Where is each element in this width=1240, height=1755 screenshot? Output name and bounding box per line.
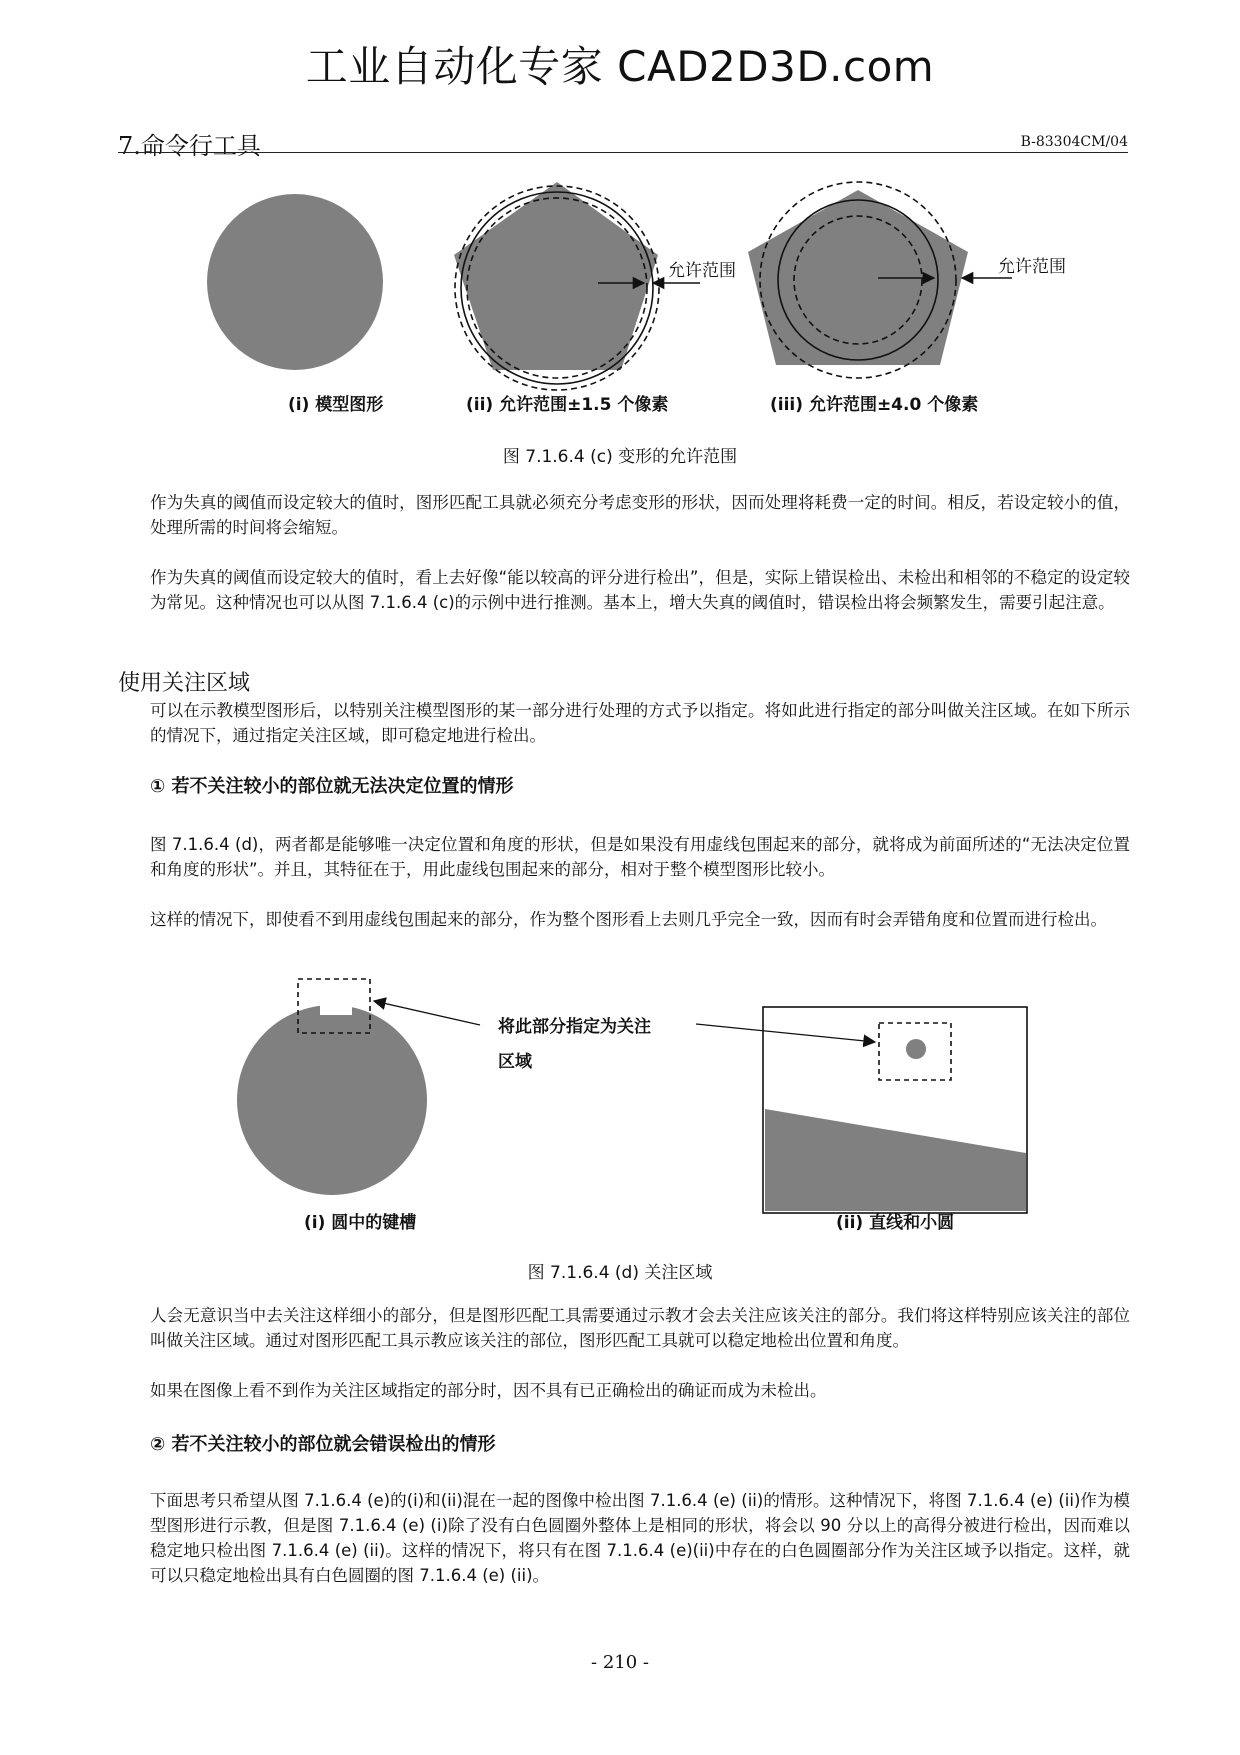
label-tolerance-4-0: (iii) 允许范围±4.0 个像素 (770, 395, 979, 415)
paragraph-1: 作为失真的阈值而设定较大的值时，图形匹配工具就必须充分考虑变形的形状，因而处理将耗费一定的时间。相反，若设定较小的值，处理所需的时间将会缩短。 (150, 493, 1130, 537)
subsection-2-paragraph: 下面思考只希望从图 7.1.6.4 (e)的(i)和(ii)混在一起的图像中检出图 7.1.6.4 (e) (ii)的情形。这种情况下，将图 7.1.6.4 (e) (ii)作为模型图形进行示教，但是图 7.1.6.4 (e) (i)除了没有白色圆圈外整体上是相同的形状，将会以 90 分以上的高得分被进行检出，因而难以稳定地只检出图 7.1.6.4 (e) (ii)。这样的情况下，将只有在图 7.1.6.4 (e)(ii)中存在的白色圆圈部分作为关注区域予以指定。这样，就可以只稳定地检出具有白色圆圈的图 7.1.6.4 (e) (ii)。 (150, 1491, 1130, 1585)
figure-d-caption: 图 7.1.6.4 (d) 关注区域 (527, 1263, 713, 1283)
subheading-2: ② 若不关注较小的部位就会错误检出的情形 (150, 1434, 496, 1455)
tolerance-figure-iii (748, 182, 1012, 378)
page-number: - 210 - (591, 1652, 649, 1673)
small-circle (906, 1039, 926, 1059)
subsection-1-paragraph-1: 图 7.1.6.4 (d)，两者都是能够唯一决定位置和角度的形状，但是如果没有用虚线包围起来的部分，就将成为前面所述的“无法决定位置和角度的形状”。并且，其特征在于，用此虚线包围起来的部分，相对于整个模型图形比较小。 (150, 835, 1130, 879)
watermark-text: 工业自动化专家 CAD2D3D.com (305, 42, 935, 91)
section-heading: 使用关注区域 (118, 671, 251, 696)
label-keyway-circle: (i) 圆中的键槽 (304, 1213, 417, 1233)
tolerance-figure-ii (454, 182, 700, 390)
header-rule (118, 152, 1128, 153)
label-tolerance-1-5: (ii) 允许范围±1.5 个像素 (466, 395, 669, 415)
label-line-small-circle: (ii) 直线和小圆 (836, 1213, 955, 1233)
paragraph-after-d-2: 如果在图像上看不到作为关注区域指定的部分时，因不具有已正确检出的确证而成为未检出。 (150, 1381, 827, 1400)
slanted-region (765, 1109, 1026, 1211)
callout-arrow-ii (696, 1024, 875, 1042)
chapter-title: 7.命令行工具 (118, 132, 261, 160)
document-code: B-83304CM/04 (1020, 134, 1128, 150)
section-intro: 可以在示教模型图形后，以特别关注模型图形的某一部分进行处理的方式予以指定。将如此进行指定的部分叫做关注区域。在如下所示的情况下，通过指定关注区域，即可稳定地进行检出。 (150, 701, 1130, 745)
model-circle (207, 194, 383, 370)
subsection-1-paragraph-2: 这样的情况下，即使看不到用虚线包围起来的部分，作为整个图形看上去则几乎完全一致，因而有时会弄错角度和位置而进行检出。 (150, 910, 1107, 929)
paragraph-after-d-1: 人会无意识当中去关注这样细小的部分，但是图形匹配工具需要通过示教才会去关注应该关注的部分。我们将这样特别应该关注的部位叫做关注区域。通过对图形匹配工具示教应该关注的部位，图形匹配工具就可以稳定地检出位置和角度。 (150, 1306, 1130, 1350)
callout-tolerance-iii: 允许范围 (998, 257, 1066, 277)
figure-c-caption: 图 7.1.6.4 (c) 变形的允许范围 (502, 447, 738, 467)
callout-arrow-i (374, 1001, 480, 1025)
subheading-1: ① 若不关注较小的部位就无法决定位置的情形 (150, 776, 514, 797)
focus-callout-line-2: 区域 (498, 1052, 532, 1072)
figure-d-diagram (0, 975, 1240, 1215)
paragraph-2: 作为失真的阈值而设定较大的值时，看上去好像“能以较高的评分进行检出”，但是，实际上错误检出、未检出和相邻的不稳定的设定较为常见。这种情况也可以从图 7.1.6.4 (c)的示例中进行推测。基本上，增大失真的阈值时，错误检出将会频繁发生，需要引起注意。 (150, 568, 1130, 612)
label-model-shape: (i) 模型图形 (288, 395, 384, 415)
keyway-notch (320, 999, 352, 1015)
callout-tolerance-ii: 允许范围 (668, 261, 736, 281)
focus-callout-line-1: 将此部分指定为关注 (498, 1017, 651, 1037)
